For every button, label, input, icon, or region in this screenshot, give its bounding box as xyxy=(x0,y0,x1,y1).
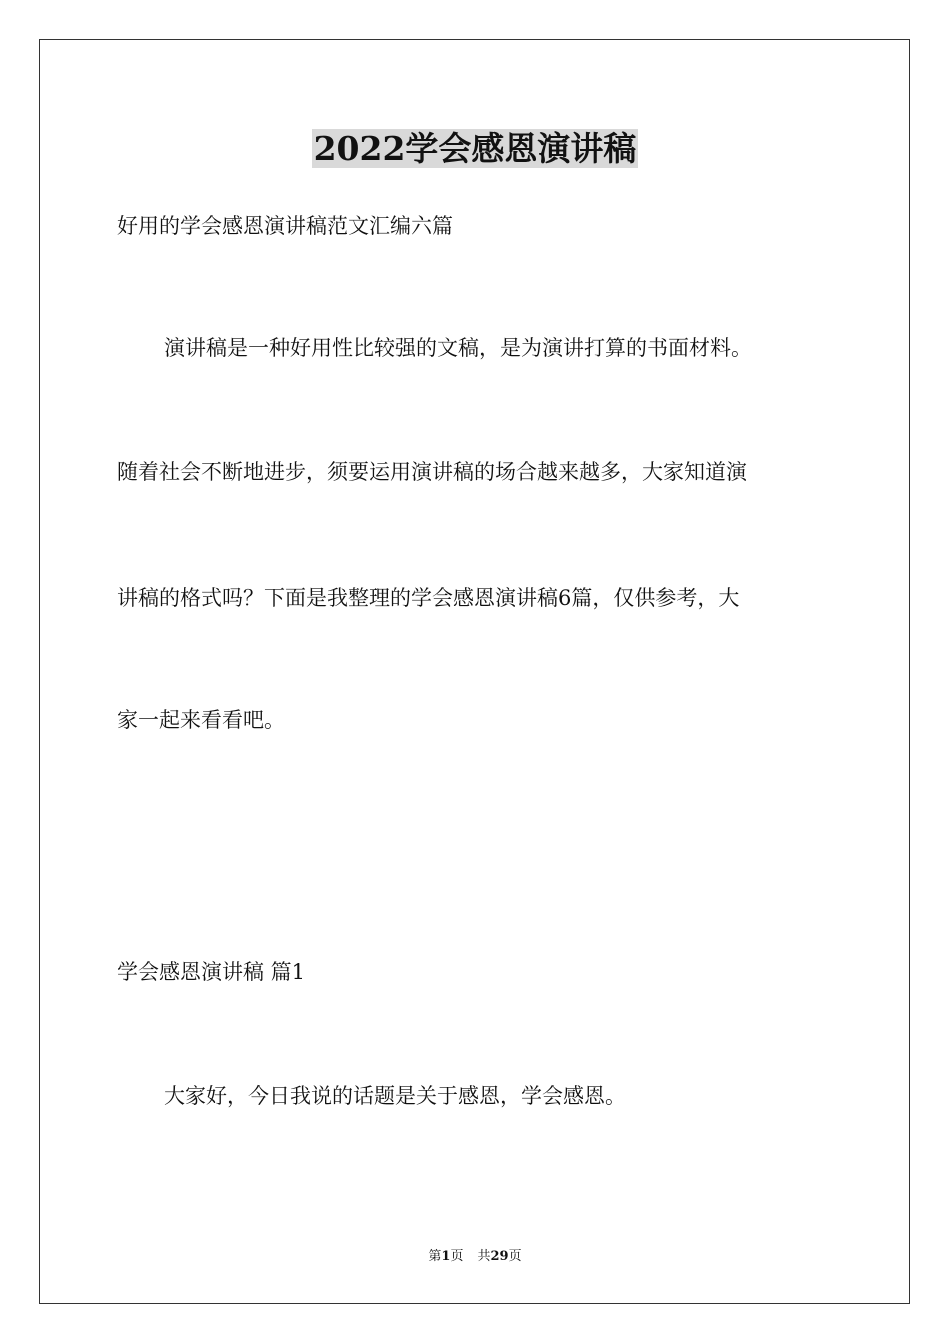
intro-line-4: 家一起来看看吧。 xyxy=(117,708,285,732)
intro-line-1: 演讲稿是一种好用性比较强的文稿，是为演讲打算的书面材料。 xyxy=(164,336,752,360)
section-paragraph-line-1: 大家好，今日我说的话题是关于感恩，学会感恩。 xyxy=(164,1084,626,1108)
document-title xyxy=(0,128,950,170)
document-title-text: 2022学会感恩演讲稿 xyxy=(313,129,637,168)
section-heading: 学会感恩演讲稿 篇1 xyxy=(117,960,306,984)
footer-page-suffix: 页 xyxy=(450,1249,464,1264)
footer-page-number: 1 xyxy=(441,1249,451,1264)
footer-page-prefix: 第 xyxy=(428,1249,442,1264)
footer-total-pages: 29 xyxy=(490,1249,509,1264)
footer-total-suffix: 页 xyxy=(508,1249,522,1264)
intro-line-2: 随着社会不断地进步，须要运用演讲稿的场合越来越多，大家知道演 xyxy=(117,460,747,484)
document-subtitle: 好用的学会感恩演讲稿范文汇编六篇 xyxy=(117,214,453,238)
intro-line-3: 讲稿的格式吗？下面是我整理的学会感恩演讲稿6篇，仅供参考，大 xyxy=(117,586,740,610)
footer-total-prefix: 共 xyxy=(477,1249,491,1264)
page-footer xyxy=(0,1248,950,1266)
